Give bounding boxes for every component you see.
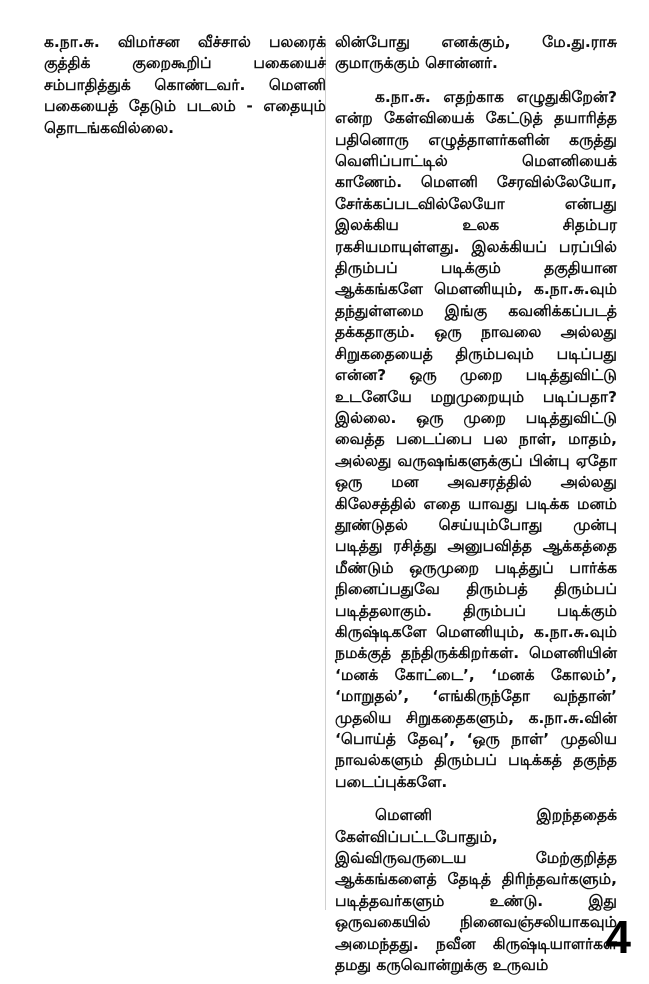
paragraph: மௌனி இறந்ததைக் கேள்விப்பட்டபோதும், இவ்விருவருடைய மேற்குறித்த ஆக்கங்களைத் தேடித் திரிந்தவர்களும், படித்தவர்களும் உண்டு. இது ஒருவகையில் நினைவஞ்சலியாகவும் அமைந்தது. நவீன கிருஷ்டியாளர்கள் தமது கருவொன்றுக்கு உருவம்: [335, 806, 617, 975]
column-divider: [325, 40, 326, 910]
paragraph: க.நா.சு. விமர்சன வீச்சால் பலரைக் குத்திக் குறைகூறிப் பகையைச் சம்பாதித்துக் கொண்டவர். மௌனி பகையைத் தேடும் படலம் - எதையும் தொடங்கவில்லை.: [44, 33, 326, 137]
paragraph: க.நா.சு. எதற்காக எழுதுகிறேன்? என்ற கேள்வியைக் கேட்டுத் தயாரித்த பதினொரு எழுத்தாளர்களின் கருத்து வெளிப்பாட்டில் மௌனியைக் காணேம். மௌனி சேரவில்லேயோ, சேர்க்கப்படவில்லேயோ என்பது இலக்கிய உலக சிதம்பர ரகசியமாயுள்ளது. இலக்கியப் பரப்பில் திரும்பப் படிக்கும் தகுதியான ஆக்கங்களே மௌனியும், க.நா.சு.வும் தந்துள்ளமை இங்கு கவனிக்கப்படத் தக்கதாகும். ஒரு நாவலை அல்லது சிறுகதையைத் திரும்பவும் படிப்பது என்ன? ஒரு முறை படித்துவிட்டு உடனேயே மறுமுறையும் படிப்பதா? இல்லை. ஒரு முறை படித்துவிட்டு வைத்த படைப்பை பல நாள், மாதம், அல்லது வருஷங்களுக்குப் பின்பு ஏதோ ஒரு மன அவசரத்தில் அல்லது கிலேசத்தில் எதை யாவது படிக்க மனம் தூண்டுதல் செய்யும்போது முன்பு படித்து ரசித்து அனுபவித்த ஆக்கத்தை மீண்டும் ஒருமுறை படித்துப் பார்க்க நினைப்பதுவே திரும்பத் திரும்பப் படித்தலாகும். திரும்பப் படிக்கும் கிருஷ்டிகளே மௌனியும், க.நா.சு.வும் நமக்குத் தந்திருக்கிறர்கள். மௌனியின் ‘மனக் கோட்டை’, ‘மனக் கோலம்’, ‘மாறுதல்’, ‘எங்கிருந்தோ வந்தான்’ முதலிய சிறுகதைகளும், க.நா.சு.வின் ‘பொய்த் தேவு’, ‘ஒரு நாள்’ முதலிய நாவல்களும் திரும்பப் படிக்கத் தகுந்த படைப்புக்களே.: [335, 87, 617, 791]
left-column: [44, 32, 326, 139]
page-number: 4: [605, 911, 631, 963]
right-column: [335, 32, 617, 976]
paragraph: லின்போது எனக்கும், மே.து.ராசு குமாருக்கும் சொன்னர்.: [335, 33, 617, 73]
